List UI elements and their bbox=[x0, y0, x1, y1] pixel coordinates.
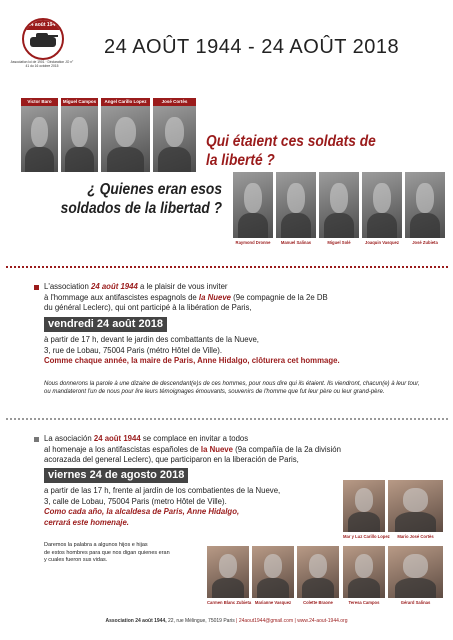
soldier-portrait bbox=[21, 106, 58, 172]
descendant-name: Mario José Cortès bbox=[397, 534, 434, 539]
descendant-name: Marianne Vasquez bbox=[254, 600, 292, 605]
footer: Association 24 août 1944, 22, rue Mélingue, 75019 Paris | 24aout1944@gmail.com | www.24-aout-1944.org bbox=[105, 618, 348, 624]
logo-badge-text: 24 août 1944 bbox=[24, 20, 62, 30]
bullet-square-icon bbox=[34, 285, 39, 290]
soldier-name: Joaquin Vasquez bbox=[365, 240, 399, 245]
bullet-square-icon bbox=[34, 437, 39, 442]
soldier-name: José Cortès bbox=[153, 98, 196, 106]
section-divider bbox=[6, 266, 448, 268]
soldier-name: Miguel Campos bbox=[62, 99, 97, 104]
descendant-photo bbox=[343, 546, 385, 598]
soldier-portrait bbox=[405, 172, 445, 238]
section-divider bbox=[6, 418, 448, 420]
page-headline: 24 AOÛT 1944 - 24 AOÛT 2018 bbox=[104, 36, 400, 58]
question-french: Qui étaient ces soldats de la liberté ? bbox=[206, 133, 376, 169]
footer-website-link[interactable]: www.24-aout-1944.org bbox=[297, 618, 348, 624]
soldier-name: Manuel Salinas bbox=[280, 240, 312, 245]
french-note: Nous donnerons la parole à une dizaine de descendant(e)s de ces hommes, pour nous dire qui ils étaient. Ils viendront, chacun(e) à leur tour, ou mandateront l'un de nous pour lire leurs témoignages émouvants, souvenirs de l'homme que fut leur père ou leur grand-père. bbox=[44, 381, 420, 395]
soldier-portrait bbox=[101, 106, 150, 172]
soldier-name: Raymond Dronne bbox=[235, 240, 271, 245]
descendant-photo bbox=[252, 546, 294, 598]
footer-email-link[interactable]: 24aout1944@gmail.com bbox=[238, 618, 294, 624]
descendant-name: Teresa Campos bbox=[348, 600, 380, 605]
logo-caption: Association loi de 1901 · Déclaration JO n° 41 du 16 octobre 2015 bbox=[10, 60, 74, 68]
association-logo bbox=[22, 18, 64, 60]
french-invitation bbox=[44, 282, 444, 314]
descendant-name: Colette Braone bbox=[303, 600, 333, 605]
tank-icon bbox=[30, 37, 56, 47]
descendant-name: Carmen Blanc Zubieta bbox=[207, 600, 252, 605]
soldier-name: Miguel Solé bbox=[327, 240, 351, 245]
soldier-portrait bbox=[153, 106, 196, 172]
descendant-photo bbox=[297, 546, 339, 598]
soldier-portrait bbox=[233, 172, 273, 238]
french-date: vendredi 24 août 2018 bbox=[44, 317, 167, 332]
french-location: à partir de 17 h, devant le jardin des combattants de la Nueve, 3, rue de Lobau, 75004 Paris (métro Hôtel de Ville). Comme chaque année, la maire de Paris, Anne Hidalgo, clôturera cet hommage. bbox=[44, 335, 340, 365]
soldier-portrait bbox=[276, 172, 316, 238]
descendant-photo bbox=[388, 546, 443, 598]
descendant-name: Gérard Salinas bbox=[400, 600, 431, 605]
soldier-name: Angel Carillo Lopez bbox=[101, 98, 150, 106]
soldier-portrait bbox=[362, 172, 402, 238]
descendant-photo bbox=[388, 480, 443, 532]
spanish-date: viernes 24 de agosto 2018 bbox=[44, 468, 188, 483]
descendant-photo bbox=[207, 546, 249, 598]
descendant-name: Mar y Luz Carillo Lopez bbox=[343, 534, 390, 539]
fr-line-2: à l'hommage aux antifascistes espagnols de la Nueve (9e compagnie de la 2e DB bbox=[44, 292, 328, 302]
soldier-name: José Zubieta bbox=[412, 240, 438, 245]
spanish-invitation: La asociación 24 août 1944 se complace en invitar a todos al homenaje a los antifascistas españoles de la Nueve (9a compañía de la 2a división acorazada del general Leclerc), que participaron en la liberación de Paris, bbox=[44, 434, 341, 464]
soldier-name: Victor Baro bbox=[21, 98, 58, 106]
question-spanish: ¿ Quienes eran esos soldados de la libertad ? bbox=[60, 181, 223, 217]
descendant-photo bbox=[343, 480, 385, 532]
fr-line-3: du général Leclerc), qui ont participé à la libération de Paris, bbox=[44, 303, 252, 312]
soldier-portrait bbox=[61, 106, 98, 172]
fr-line-1: L'association 24 août 1944 a le plaisir de vous inviter bbox=[44, 282, 228, 291]
spanish-note: Daremos la palabra a algunos hijos e hijas de estos hombres para que nos digan quienes eran y cuales fueron sus vidas. bbox=[44, 542, 170, 563]
spanish-location: a partir de las 17 h, frente al jardín de los combatientes de la Nueve, 3, calle de Lobau, 75004 Paris (metro Hôtel de Ville). Como cada año, la alcaldesa de Paris, Anne Hidalgo, cerrará este homenaje. bbox=[44, 486, 281, 527]
soldier-portrait bbox=[319, 172, 359, 238]
